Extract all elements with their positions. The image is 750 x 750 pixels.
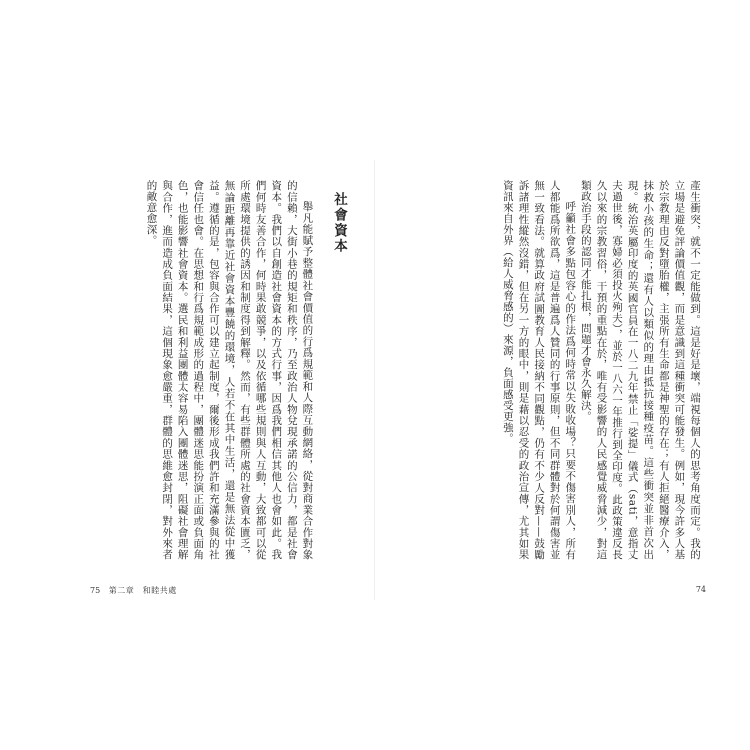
right-paragraph-2: 呼籲社會多點包容心的作法爲何時常以失敗收場？只要不傷害別人，所有人都能爲所欲爲，這是普遍爲人贊同的行事原則，但不同群體對於何謂傷害並無一致看法。就算政府試圖教育人民接納不同觀點，仍有不少人反對——鼓勵訴諸理性縱然沒錯，但在另一方的眼中，則是藉以忍受的政治宣傳，尤其如果資訊來自外界（給人威脅感的）來源，負面感受更強。: [501, 180, 577, 560]
right-page-number: 74: [695, 585, 706, 594]
right-page-body: [400, 180, 702, 560]
section-title: 社會資本: [331, 192, 347, 254]
left-page-body: [90, 180, 350, 560]
chapter-label: 第二章 和睦共處: [108, 586, 177, 595]
left-page-footer: [90, 585, 177, 596]
left-paragraph-1: 舉凡能賦予整體社會價值的行爲規範和人際互動網絡，從對商業合作對象的信賴，大街小巷的規矩和秩序，乃至政治人物兌現承諾的公信力，都是社會資本。我們以自創造社會資本的方式行事，因爲我們相信其他人也會如此。我們何時友善合作，何時果敢競爭，以及依循哪些規則與人互動，大致都可以從所處環境提供的誘因和制度得到解釋。然而，有些群體所處的社會資本匱乏，無論距離再靠近社會資本豐饒的環境，人若不在其中生活，還是無法從中獲益。遵循的是，包容與合作可以建立起制度，爾後形成我們許和充滿參與的社會信任也會。在思想和行爲規範成形的過程中，團體迷思能扮演正面或負面角色，也能影響社會資本。選民和利益團體太容易陷入團體迷思，阻礙社會理解與合作，進而造成負面結果，這個現象愈嚴重，群體的思維愈封閉，對外來者的敵意愈深。: [145, 180, 314, 560]
page-gutter: [374, 160, 375, 600]
right-page-footer: [696, 585, 706, 594]
left-page-number: 75: [90, 586, 101, 595]
right-paragraph-1: 產生衝突，就不一定能做到。這是好是壞，端視每個人的思考角度而定。我的立場是避免評論價值觀，而是意識到這種衝突可能發生。例如，現今許多人基於宗教理由反對墮胎權，主張所有生命都是神聖的存在；有人拒絕醫療介入，抹救小孩的生命；還有人以類似的理由抵抗接種疫苗。這些衝突並非首次出現。統治英屬印度的英國官員在一八二九年禁止「娑提」儀式（sati，意指丈夫過世後，寡婦必須投火殉夫），並於一八六一年推行到全印度。此政策違反長久以來的宗教習俗，干預的重點在於，唯有受影響的人民感覺威脅減少，對這類政治手段的認同才能扎根，問題才會永久解決。: [579, 180, 701, 560]
